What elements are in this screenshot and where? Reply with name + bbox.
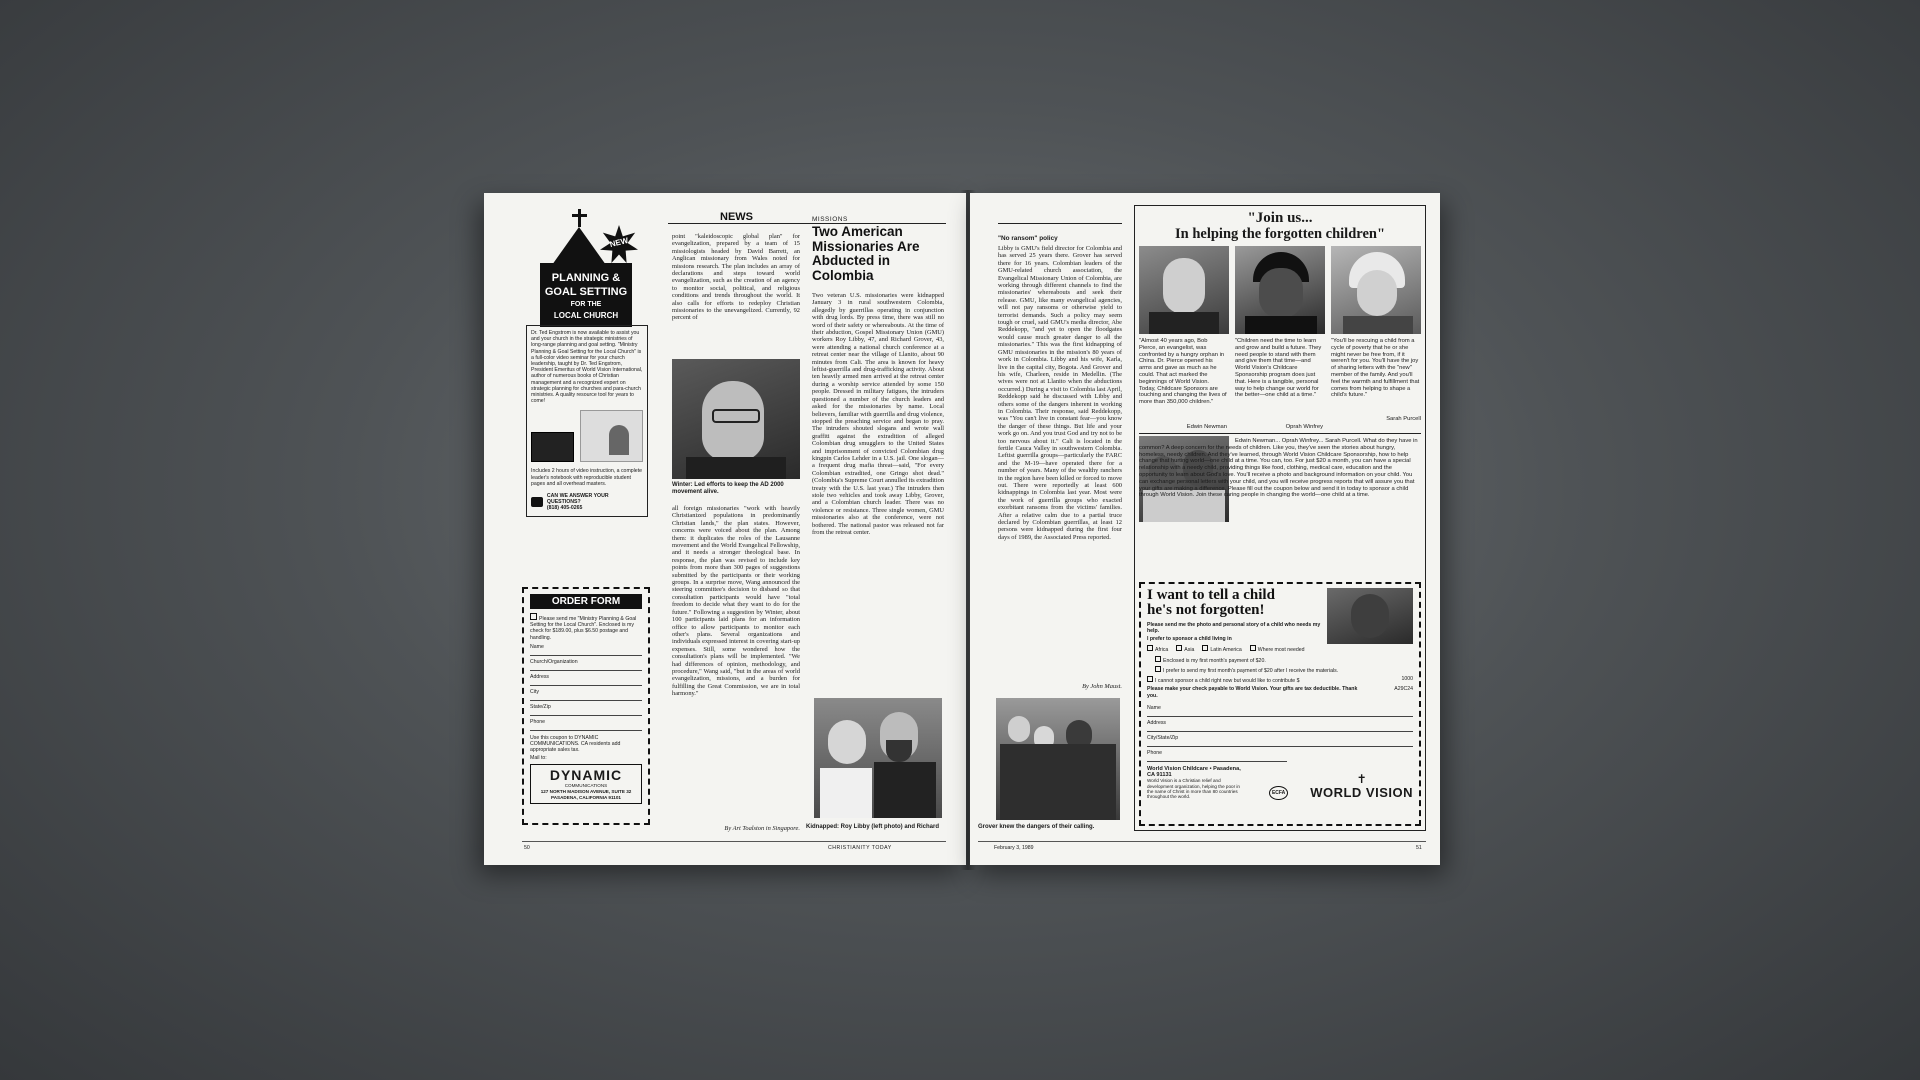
coupon-field-address[interactable]: Address xyxy=(1147,720,1413,732)
byline-singapore: By Art Toalston in Singapore. xyxy=(724,825,800,832)
order-text: Please send me "Ministry Planning & Goal Setting for the Local Church". Enclosed is my check for $189.00, plus $6.50 postage and handling. xyxy=(530,613,642,641)
cross-icon: ✝ xyxy=(1356,771,1367,786)
quote-newman: "Almost 40 years ago, Bob Pierce, an evangelist, was confronted by a hungry orphan in China. Dr. Pierce opened his arms and gave as much as he could. That act marked the beginnings of World Vision. Today, Childcare Sponsors are touching and changing the lives of more than 350,000 children." xyxy=(1139,338,1227,406)
ad-title: PLANNING & GOAL SETTING FOR THE LOCAL CHURCH xyxy=(544,272,628,320)
ad-phone-row xyxy=(531,493,643,512)
photo-caption-kidnapped: Kidnapped: Roy Libby (left photo) and Richard xyxy=(806,824,939,830)
missions-article xyxy=(812,217,944,283)
kicker: MISSIONS xyxy=(812,216,848,223)
region-asia[interactable]: Asia xyxy=(1176,645,1194,653)
company-address1: 127 NORTH MADISON AVENUE, SUITE 32 xyxy=(540,788,632,794)
company-sub: COMMUNICATIONS xyxy=(564,782,608,788)
org-description: World Vision is a Christian relief and development organization, helping the poor in the name of Christ in more than 80 countries throughout the world. xyxy=(1147,778,1240,800)
world-vision-ad xyxy=(1134,205,1426,831)
phone-icon xyxy=(531,497,543,507)
right-page xyxy=(970,193,1440,865)
coupon-title: I want to tell a child he's not forgotten! xyxy=(1147,587,1275,618)
mail-to-label: Mail to: xyxy=(530,755,547,762)
name-winfrey: Oprah Winfrey xyxy=(1285,424,1323,430)
coupon-field-phone[interactable]: Phone xyxy=(1147,750,1287,762)
quote-purcell: "You'll be rescuing a child from a cycle of poverty that he or she might never be free from, if it weren't for you. You'll have the joy of sharing letters with the "new" member of the family. And you'll feel the warmth and fulfillment that comes from helping to shape a child's future." xyxy=(1331,338,1420,399)
photo-caption-winter: Winter: Led efforts to keep the AD 2000 movement alive. xyxy=(672,482,784,495)
winfrey-photo xyxy=(1235,246,1325,334)
newman-photo xyxy=(1139,246,1229,334)
world-vision-logo: ✝ WORLD VISION xyxy=(1310,771,1413,800)
ad-description-box xyxy=(526,325,648,517)
footer-date: February 3, 1989 xyxy=(994,845,1034,851)
field-city[interactable]: City xyxy=(530,689,642,701)
wv-body-text: Edwin Newman... Oprah Winfrey... Sarah Purcell. What do they have in common? A deep concern for the needs of children. Like you, they've seen the stories about hungry, homeless, needy children. And they've learned, through World Vision Childcare Sponsorship, how to help change that hurting world—one child at a time. You can, too. For just $20 a month, you can have a special relationship with a needy child, providing things like food, clothing, medical care, education and the opportunity to learn about God's love. You'll receive a photo and background information on your child. You can exchange personal letters with your child, and you will receive progress reports that will assure you that your gifts are making a difference. Please fill out the coupon below and send it in today to sponsor a child through World Vision. Join these caring people in changing the world—one child at a time. xyxy=(1139,438,1418,499)
article-column-1-bottom: all foreign missionaries "work with heavily Christianized populations in predominantly Christian lands," the plan states. However, concerns were voiced about the plan. Among them: it duplicates the roles of the Lausanne movement and the World Evangelical Fellowship, and it needs a stronger theological base. In response, the plan was revised to include key points from more than 300 pages of suggestions submitted by the participants or their working groups. In a surprise move, Wang announced the steering committee's decision to disband so that consultation participants would have "total freedom to decide what they want to do for the future." Following a suggestion by Winter, about 100 participants laid plans for an information office to allow participants to monitor each other's plans. Several organizations and individuals expressed interest in covering start-up expenses. Still, some wondered how the consultation's plans will be implemented. "We had differences of opinion, methodology, and procedure," Wang said, "but in the areas of world evangelization, missions, and a burden for fulfilling the Great Commission, we are in total harmony." xyxy=(672,505,800,698)
company-logo: DYNAMIC xyxy=(549,766,623,783)
company-address2: PASADENA, CALIFORNIA 91101 xyxy=(551,795,621,801)
ad-includes: Includes 2 hours of video instruction, a complete leader's notebook with reproducible student pages and all overhead masters. xyxy=(531,468,643,487)
quote-winfrey: "Children need the time to learn and grow and build a future. They need people to stand with them and give them that time—and World Vision's Childcare Sponsorship program does just that. Here is a tangible, personal way to help change our world for the better—one child at a time." xyxy=(1235,338,1322,399)
ad-body: Dr. Ted Engstrom is now available to assist you and your church in the strategic ministries of long-range planning and goal setting. "Ministry Planning & Goal Setting for the Local Church" is a full-color video seminar for your church leadership, taught by Dr. Ted Engstrom, President Emeritus of World Vision International, author of numerous books of Christian management and a recognized expert on strategic planning for churches and para-church ministries. A quality resource tool for years to come! xyxy=(531,330,643,405)
region-latin-america[interactable]: Latin America xyxy=(1202,645,1241,653)
wv-headline: "Join us... In helping the forgotten children" xyxy=(1175,210,1385,242)
name-newman: Edwin Newman xyxy=(1186,424,1227,430)
call-label: CAN WE ANSWER YOUR QUESTIONS? xyxy=(546,493,609,506)
ecfa-seal: ECFA xyxy=(1269,786,1288,800)
option-enclosed[interactable]: Enclosed is my first month's payment of $20. xyxy=(1155,656,1413,664)
purcell-photo xyxy=(1331,246,1421,334)
page-number-right: 51 xyxy=(1416,845,1422,851)
coupon-field-name[interactable]: Name xyxy=(1147,705,1413,717)
check-note-row: Please make your check payable to World Vision. Your gifts are tax deductible. Thank you. A29C24 xyxy=(1147,686,1413,699)
coupon-field-city[interactable]: City/State/Zip xyxy=(1147,735,1413,747)
page-number-left: 50 xyxy=(524,845,530,851)
new-badge xyxy=(600,225,638,263)
field-address[interactable]: Address xyxy=(530,674,642,686)
region-most-needed[interactable]: Where most needed xyxy=(1250,645,1305,653)
badge-label: NEW xyxy=(608,235,630,250)
option-contribute[interactable]: I cannot sponsor a child right now but would like to contribute $ 1000 xyxy=(1147,676,1413,684)
article-body-right: Libby is GMU's field director for Colombia and has served 25 years there. Grover has served there for 16 years. Colombian leaders of the GMU-related church association, the Evangelical Missionary Union of Colombia, are working through different channels to find the missionaries' whereabouts and seek their release. GMU, like many evangelical agencies, will not pay ransoms or otherwise yield to terrorist demands. Such a policy may seem tough or cruel, said GMU's media director, Abe Reddekopp, "and yet to open the floodgates would cause much greater danger to all the missionaries." This was the first kidnapping of GMU missionaries in the mission's 80 years of work in Colombia. Libby and his wife, Karla, live in the capital city, Bogota. And Grover and his wife, Charleen, reside in Medellin. (The wives were not at Llanito when the abductions occurred.) During a visit to Colombia last April, Reddekopp said he discussed with Libby and others some of the dangers inherent in working in Colombia. Their response, said Reddekopp, was "You can't live in constant fear—you know the danger of these things. But life and your work go on. And you trust God and try not to be too nervous about it." Cali is located in the fertile Cauca Valley in southwestern Colombia. Leftist guerrilla groups—particularly the FARC and the M-19—have operated there for a number of years. Many of the wealthy ranchers in the region have been killed or forced to move out. There were reportedly at least 600 kidnappings in Colombia last year. Most were the work of guerrilla groups who exacted exorbitant ransoms from the victims' families. After a relative calm due to a partial truce declared by Colombian guerrillas, at least 12 persons were kidnapped during the first four days of 1989, the Associated Press reported. xyxy=(998,245,1122,541)
planning-ad xyxy=(522,207,650,847)
region-options xyxy=(1147,645,1413,653)
article-column-2: Two veteran U.S. missionaries were kidnapped January 3 in rural southwestern Colombia, allegedly by guerrillas operating in conjunction with drug lords. By press time, there was still no word of their safety or whereabouts. At the time of their abduction, Gospel Missionary Union (GMU) workers Roy Libby, 47, and Richard Grover, 43, were attending a national church conference at a retreat center near the village of Llanito, about 90 minutes from Cali. The area is known for heavy leftist-guerrilla and drug-trafficking activity. About ten heavily armed men arrived at the retreat center during a worship service attended by some 150 people. Dressed in military fatigues, the intruders questioned a number of the church leaders and asked for the missionaries by name. Local believers, familiar with guerrilla and drug violence, stopped the preaching service and began to pray. The intruders shouted slogans and wrote wall graffiti against the extradition of alleged Colombian drug smugglers to the United States and imprisonment of convicted Colombian drug kingpin Carlos Lehder in a U.S. jail. One slogan—a frequent drug mafia threat—said, "For every Colombian extradited, one Gringo shot dead." (Colombia's Supreme Court annulled its extradition treaty with the U.S. last year.) The intruders then stole two vehicles and took away Libby, Grover, and a Colombian church leader. There was no violence or resistance. Three single women, GMU missionaries also at the conference, were not bothered. The national pastor was released not far from the retreat center. xyxy=(812,292,944,536)
article-column-1-top: point "kaleidoscopic global plan" for evangelization, prepared by a team of 15 missiologists headed by David Barrett, an Anglican missionary from Wales noted for missions research. The plan includes an array of declarations and steps toward world evangelization, such as the creation of an agency to monitor social, political, and religious conditions and trends throughout the world. It also calls for efforts to redeploy Christian missionaries to the unevangelized. Currently, 92 percent of xyxy=(672,233,800,322)
coupon-footer xyxy=(1147,766,1413,800)
kidnapped-photo xyxy=(814,698,942,818)
company-box xyxy=(530,764,642,805)
wv-coupon xyxy=(1139,582,1421,826)
winter-photo xyxy=(672,359,800,479)
article-headline: Two American Missionaries Are Abducted in Colombia xyxy=(812,224,920,283)
article-subhead: "No ransom" policy xyxy=(998,235,1058,242)
order-checkbox[interactable] xyxy=(530,613,537,620)
order-note: Use this coupon to DYNAMIC COMMUNICATIONS. CA residents add appropriate sales tax. xyxy=(530,734,621,754)
coupon-child-photo xyxy=(1327,588,1413,644)
video-cassette-icon xyxy=(531,432,574,462)
name-purcell: Sarah Purcell xyxy=(1386,416,1421,422)
photo-caption-grover: Grover knew the dangers of their calling. xyxy=(978,824,1095,830)
org-line: World Vision Childcare • Pasadena, CA 91131 xyxy=(1147,765,1241,779)
order-form xyxy=(522,587,650,825)
phone-number[interactable]: (818) 405-0265 xyxy=(546,505,583,512)
field-phone[interactable]: Phone xyxy=(530,719,642,731)
byline-maust: By John Maust. xyxy=(1082,683,1122,690)
seminar-cover-image xyxy=(580,410,643,462)
order-form-title: ORDER FORM xyxy=(530,594,642,609)
coupon-code: 1000 xyxy=(1401,676,1413,683)
left-page xyxy=(484,193,966,865)
section-label: NEWS xyxy=(720,211,753,223)
ad-visuals xyxy=(531,410,643,462)
grover-family-photo xyxy=(996,698,1120,820)
field-name[interactable]: Name xyxy=(530,644,642,656)
coupon-intro: Please send me the photo and personal story of a child who needs my help. xyxy=(1147,622,1321,635)
field-church[interactable]: Church/Organization xyxy=(530,659,642,671)
option-later[interactable]: I prefer to send my first month's payment of $20 after I receive the materials. xyxy=(1155,666,1413,674)
region-africa[interactable]: Africa xyxy=(1147,645,1168,653)
footer-title: CHRISTIANITY TODAY xyxy=(828,845,892,851)
field-state-zip[interactable]: State/Zip xyxy=(530,704,642,716)
coupon-prefer: I prefer to sponsor a child living in xyxy=(1147,636,1232,643)
